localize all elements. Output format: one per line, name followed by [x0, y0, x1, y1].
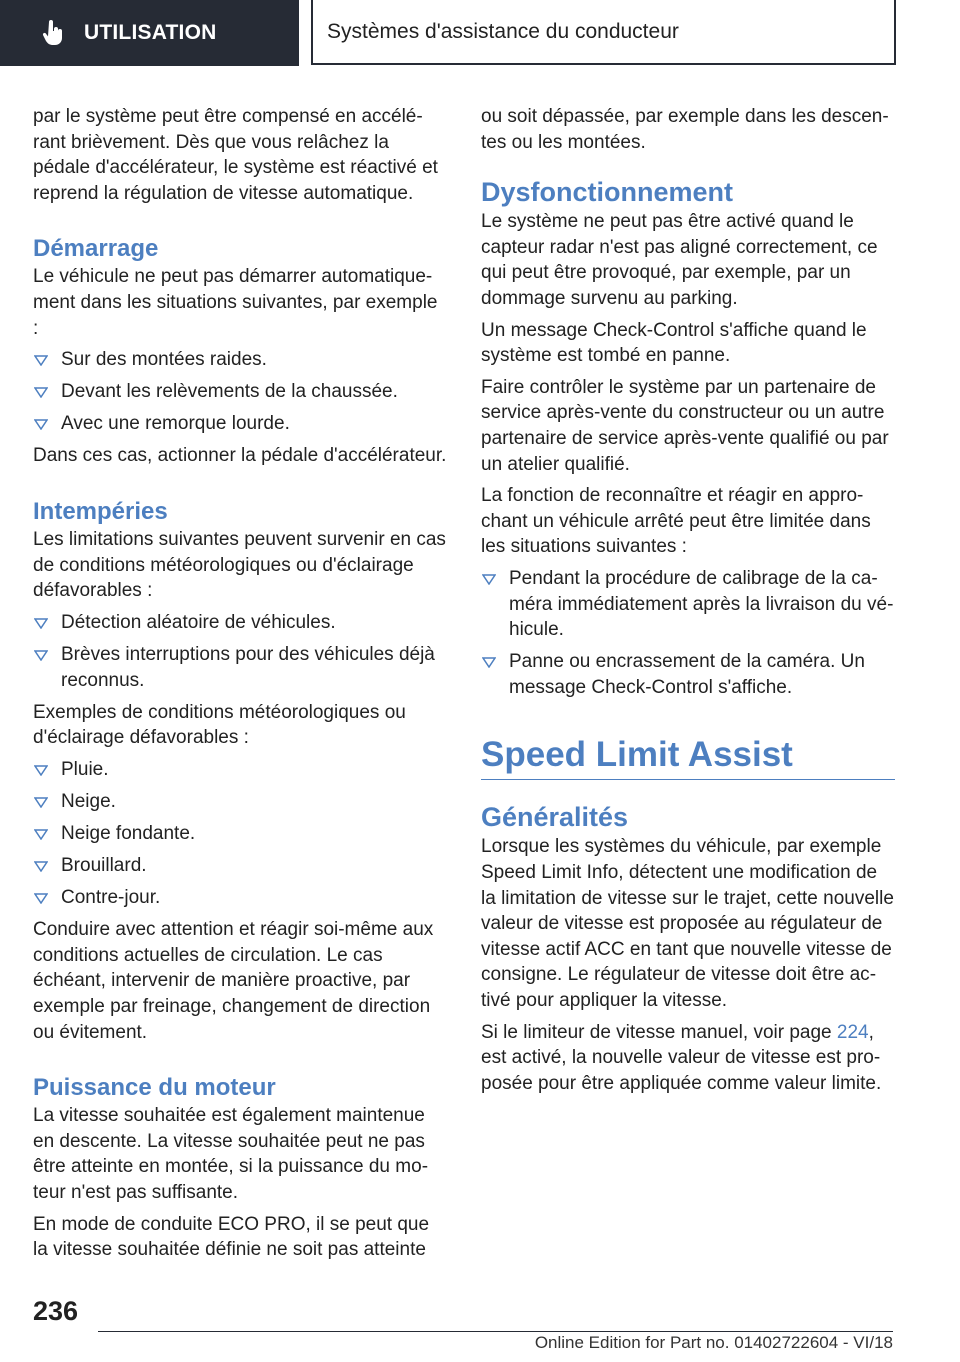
section-title: UTILISATION [84, 21, 217, 44]
list-item-text: Sur des montées raides. [61, 349, 267, 371]
list-item-text: Neige. [61, 790, 116, 812]
dysfonctionnement-p4: La fonction de reconnaître et réagir en approchant un véhicule arrêté peut être limitée dans les situations suivantes : [481, 485, 871, 558]
heading-generalites: Généralités [481, 802, 629, 833]
triangle-bullet-icon [34, 355, 48, 366]
list-item [33, 885, 448, 911]
generalites-p2-after: , est activé, la nouvelle valeur de vitesse est proposée pour être appliquée comme valeur limite. [481, 1021, 882, 1094]
heading-speed-limit-assist: Speed Limit Assist [481, 735, 793, 775]
dysfonctionnement-p3: Faire contrôler le système par un partenaire de service après-vente du constructeur ou un autre partenaire de service après-vente qualifié ou par un atelier qualifié. [481, 376, 889, 475]
generalites-p2-before: Si le limiteur de vitesse manuel, voir page [481, 1021, 837, 1043]
list-item [33, 757, 448, 783]
list-item-text: Détection aléatoire de véhicules. [61, 611, 336, 633]
list-item-text: Neige fondante. [61, 822, 196, 844]
heading-intemperies: Intempéries [33, 498, 168, 526]
triangle-bullet-icon [34, 419, 48, 430]
list-item [33, 821, 448, 847]
list-item-text: Contre-jour. [61, 887, 161, 909]
chapter-header [311, 0, 896, 65]
generalites-p1: Lorsque les systèmes du véhicule, par exemple Speed Limit Info, détectent une modification de la limitation de vitesse sur le trajet, cette nouvelle valeur de vitesse est proposée au régulateur de vitesse actif ACC en tant que nouvelle vitesse de consigne. Le régulateur de vitesse doit être activé pour appliquer la vitesse. [481, 836, 894, 1011]
triangle-bullet-icon [482, 657, 496, 668]
triangle-bullet-icon [34, 387, 48, 398]
demarrage-list [33, 347, 448, 437]
chapter-heading-rule [481, 734, 895, 780]
list-item-text: Brèves interruptions pour des véhicules déjà reconnus. [61, 643, 435, 691]
page-number: 236 [33, 1296, 79, 1326]
page-link[interactable]: 224 [836, 1021, 869, 1043]
list-item [481, 649, 895, 700]
triangle-bullet-icon [34, 618, 48, 629]
triangle-bullet-icon [34, 893, 48, 904]
examples-list [33, 757, 448, 911]
heading-puissance: Puissance du moteur [33, 1074, 276, 1102]
intemperies-text: Les limitations suivantes peuvent survenir en cas de conditions météorologiques ou d'éclairage défavorables : [33, 529, 446, 602]
list-item [33, 610, 448, 636]
list-item [33, 789, 448, 815]
footer-edition: Online Edition for Part no. 01402722604 - VI/18 [534, 1333, 893, 1352]
left-column [33, 104, 448, 1269]
intemperies-list [33, 610, 448, 693]
hand-pointer-icon [42, 20, 66, 46]
triangle-bullet-icon [482, 574, 496, 585]
list-item-text: Pluie. [61, 758, 109, 780]
header-section-tab [0, 0, 299, 66]
list-item-text: Avec une remorque lourde. [61, 413, 290, 435]
heading-demarrage: Démarrage [33, 235, 159, 263]
list-item [33, 411, 448, 437]
continuation-paragraph: ou soit dépassée, par exemple dans les descentes ou les montées. [481, 106, 889, 153]
examples-text: Exemples de conditions météorologiques ou d'éclairage défavorables : [33, 701, 406, 749]
puissance-text-2: En mode de conduite ECO PRO, il se peut que la vitesse souhaitée définie ne soit pas atteinte [33, 1213, 430, 1261]
generalites-p2 [481, 1020, 895, 1097]
list-item-text: Brouillard. [61, 855, 147, 877]
list-item-text: Panne ou encrassement de la caméra. Un message Check-Control s'affiche. [509, 651, 865, 698]
list-item [33, 853, 448, 879]
puissance-text-1: La vitesse souhaitée est également maintenue en descente. La vitesse souhaitée peut ne pas être atteinte en montée, si la puissance du moteur n'est pas suffisante. [33, 1105, 429, 1203]
dysfonctionnement-list [481, 566, 895, 700]
demarrage-after: Dans ces cas, actionner la pédale d'accélérateur. [33, 445, 447, 467]
triangle-bullet-icon [34, 829, 48, 840]
chapter-title: Systèmes d'assistance du conducteur [327, 19, 679, 43]
demarrage-text: Le véhicule ne peut pas démarrer automatiquement dans les situations suivantes, par exemple : [33, 266, 438, 339]
list-item [481, 566, 895, 643]
list-item [33, 347, 448, 373]
triangle-bullet-icon [34, 650, 48, 661]
list-item [33, 642, 448, 693]
triangle-bullet-icon [34, 765, 48, 776]
triangle-bullet-icon [34, 861, 48, 872]
list-item-text: Devant les relèvements de la chaussée. [61, 381, 398, 403]
dysfonctionnement-p1: Le système ne peut pas être activé quand le capteur radar n'est pas aligné correctement, ce qui peut être provoqué, par exemple, par un dommage survenu au parking. [481, 211, 878, 309]
list-item [33, 379, 448, 405]
heading-dysfonctionnement: Dysfonctionnement [481, 177, 734, 208]
right-column [481, 104, 895, 1102]
dysfonctionnement-p2: Un message Check-Control s'affiche quand le système est tombé en panne. [481, 319, 867, 367]
triangle-bullet-icon [34, 797, 48, 808]
footer-divider [98, 1331, 893, 1332]
intemperies-after: Conduire avec attention et réagir soi-même aux conditions actuelles de circulation. Le cas échéant, intervenir de manière proactive, par exemple par freinage, changement de direction ou évitement. [33, 919, 434, 1043]
list-item-text: Pendant la procédure de calibrage de la caméra immédiatement après la livraison du véhicule. [509, 567, 894, 641]
intro-paragraph: par le système peut être compensé en accélérant brièvement. Dès que vous relâchez la pédale d'accélérateur, le système est réactivé et reprend la régulation de vitesse automatique. [33, 106, 438, 204]
